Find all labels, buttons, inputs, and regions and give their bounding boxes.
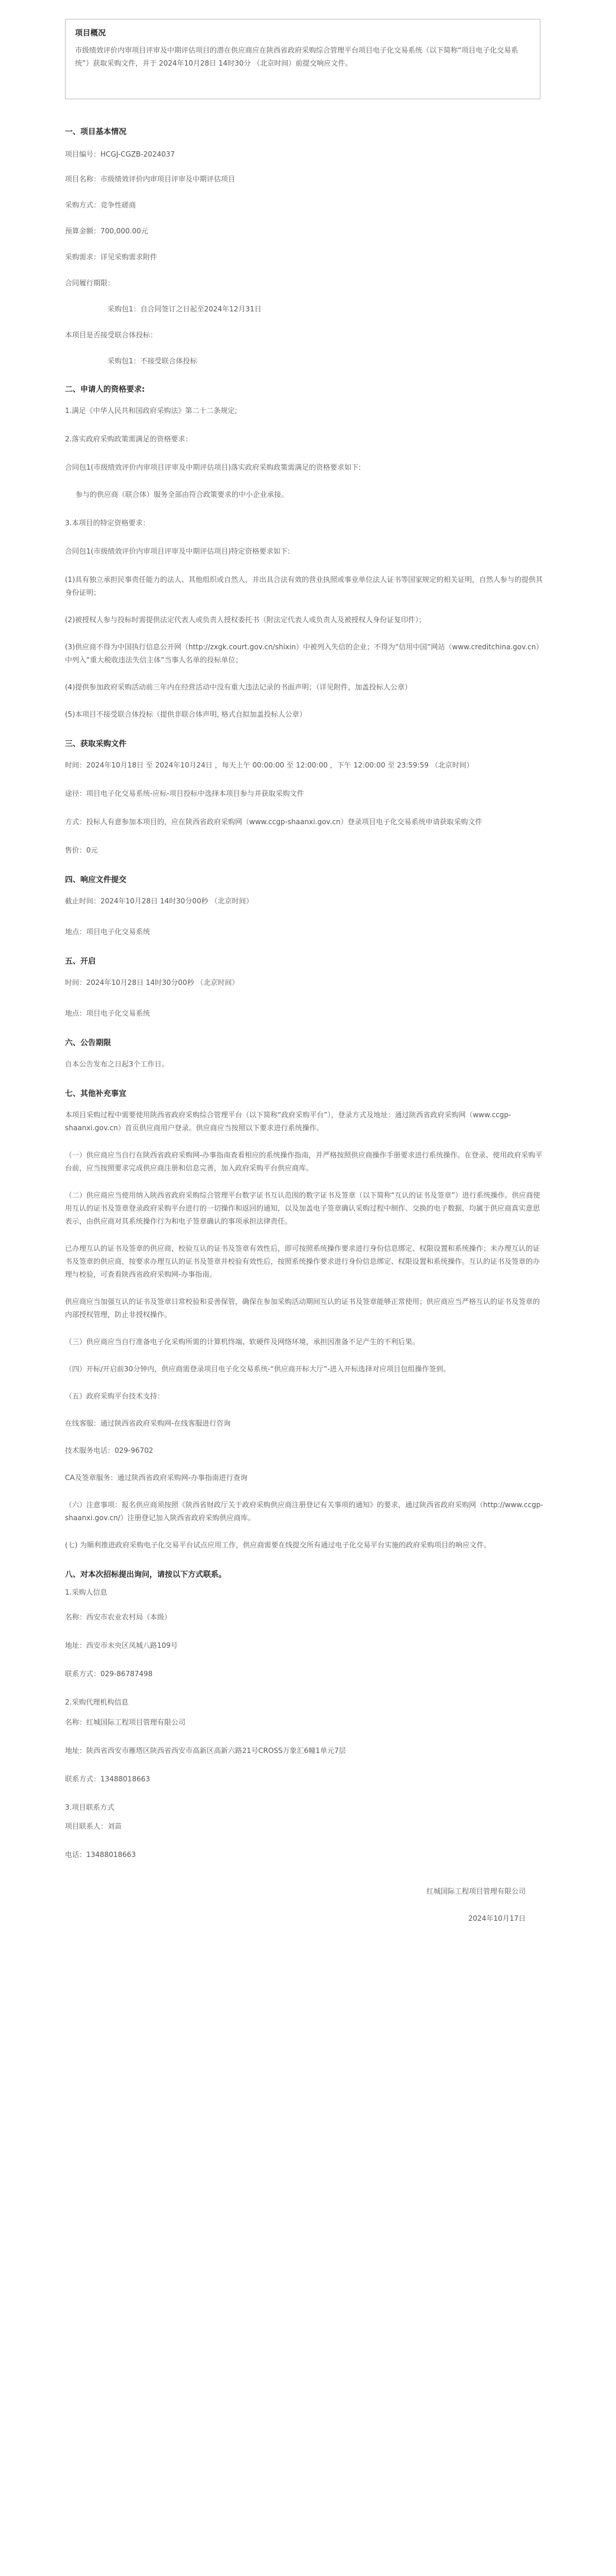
purchaser-name: 名称：西安市农业农村局（本级） xyxy=(65,1613,172,1621)
overview-title: 项目概况 xyxy=(75,29,106,38)
acquire-method: 方式：投标人有意参加本项目的，应在陕西省政府采购网（www.ccgp-shaanxi.gov.cn）登录项目电子化交易系统申请获取采购文件 xyxy=(65,818,483,826)
requirement-3-detail: 合同包1(市级绩效评价内审项目评审及中期评估项目)特定资格要求如下: xyxy=(65,547,291,555)
qualification-5: (5)本项目不接受联合体投标（提供非联合体声明, 格式自拟加盖投标人公章） xyxy=(65,710,307,718)
opening-time: 时间：2024年10月28日 14时30分00秒 （北京时间） xyxy=(65,978,239,987)
acquire-time: 时间：2024年10月18日 至 2024年10月24日 ，每天上午 00:00:00 至 12:00:00 ，下午 12:00:00 至 23:59:59 （北京时间） xyxy=(65,761,474,769)
section-4-title: 四、响应文件提交 xyxy=(65,876,127,884)
contact-person: 项目联系人：刘苗 xyxy=(65,1822,122,1830)
requirement-1: 1.满足《中华人民共和国政府采购法》第二十二条规定; xyxy=(65,406,237,415)
qualification-4: (4)提供参加政府采购活动前三年内在经营活动中没有重大违法记录的书面声明；（详见附件，加盖投标人公章） xyxy=(65,683,412,691)
project-code: 项目编号：HCGJ-CGZB-2024037 xyxy=(65,150,175,158)
requirement-2-sme: 参与的供应商（联合体）服务全部由符合政策要求的中小企业承接。 xyxy=(76,490,289,499)
footer-company: 红城国际工程项目管理有限公司 xyxy=(426,1887,526,1895)
consortium-item: 采购包1：不接受联合体投标 xyxy=(107,357,197,365)
project-overview-box xyxy=(65,19,540,99)
purchaser-address: 地址：西安市未央区凤城八路109号 xyxy=(65,1641,178,1650)
contact-title: 3.项目联系方式 xyxy=(65,1803,115,1811)
announcement-body xyxy=(65,126,543,1925)
agency-address: 地址：陕西省西安市雁塔区陕西省西安市高新区高新六路21号CROSS万象汇6幢1单元7层 xyxy=(65,1746,346,1755)
opening-place: 地点：项目电子化交易系统 xyxy=(65,1009,151,1017)
supplement-2: （二）供应商应当使用纳入陕西省政府采购综合管理平台数字证书互认范围的数字证书及签章（以下简称“互认的证书及签章”）进行系统操作。供应商使用互认的证书及签章登录政府采购平台进行的一切操作和返回的通知，以及加盖电子签章确认采购过程中制作、交换的电子数据，均属于供应商真实意思表示，由供应商对其系统操作行为和电子签章确认的事项承担法律责任。 xyxy=(65,1191,540,1225)
section-2-title: 二、申请人的资格要求: xyxy=(65,385,145,394)
supplement-5: （五）政府采购平台技术支持： xyxy=(65,1392,165,1400)
purchaser-phone: 联系方式：029-86787498 xyxy=(65,1670,153,1678)
supplement-intro: 本项目采购过程中需要使用陕西省政府采购综合管理平台（以下简称“政府采购平台”），登录方式及地址：通过陕西省政府采购网（www.ccgp-shaanxi.gov.cn）首页供应商用户登录。供应商应当按照以下要求进行系统操作。 xyxy=(65,1111,511,1132)
contact-phone: 电话：13488018663 xyxy=(65,1850,136,1859)
section-3-title: 三、获取采购文件 xyxy=(65,740,127,749)
online-service: 在线客服：通过陕西省政府采购网-在线客服进行咨询 xyxy=(65,1419,231,1427)
requirement-2-detail: 合同包1(市级绩效评价内审项目评审及中期评估项目)落实政府采购政策需满足的资格要求如下: xyxy=(65,463,361,471)
project-name: 项目名称：市级绩效评价内审项目评审及中期评估项目 xyxy=(65,175,236,183)
section-6-title: 六、公告期限 xyxy=(65,1039,112,1048)
tech-phone: 技术服务电话：029-96702 xyxy=(65,1446,154,1455)
overview-text: 市级绩效评价内审项目评审及中期评估项目的潜在供应商应在陕西省政府采购综合管理平台项目电子化交易系统（以下简称“项目电子化交易系统”）获取采购文件，并于 2024年10月28日 14时30分 （北京时间）前提交响应文件。 xyxy=(75,46,519,67)
qualification-1: (1)具有独立承担民事责任能力的法人、其他组织或自然人，并出具合法有效的营业执照或事业单位法人证书等国家规定的相关证明，自然人参与的提供其身份证明； xyxy=(65,575,543,597)
contract-term-label: 合同履行期限： xyxy=(65,279,115,287)
acquire-way: 途径：项目电子化交易系统-应标-项目投标中选择本项目参与并获取采购文件 xyxy=(65,789,304,798)
requirement-2: 2.落实政府采购政策需满足的资格要求： xyxy=(65,435,193,443)
contract-term-item: 采购包1：自合同签订之日起至2024年12月31日 xyxy=(107,305,262,313)
agency-phone: 联系方式：13488018663 xyxy=(65,1775,150,1783)
budget-amount: 预算金额：700,000.00元 xyxy=(65,227,148,235)
section-1-title: 一、项目基本情况 xyxy=(65,128,127,136)
notice-period: 自本公告发布之日起3个工作日。 xyxy=(65,1060,169,1068)
footer-date: 2024年10月17日 xyxy=(468,1914,526,1923)
requirement-3: 3.本项目的特定资格要求： xyxy=(65,519,150,527)
section-5-title: 五、开启 xyxy=(65,957,96,966)
procurement-need: 采购需求：详见采购需求附件 xyxy=(65,253,158,261)
agency-title: 2.采购代理机构信息 xyxy=(65,1698,129,1706)
ca-service: CA及签章服务：通过陕西省政府采购网-办事指南进行查询 xyxy=(65,1474,247,1482)
procurement-method: 采购方式：竞争性磋商 xyxy=(65,201,136,209)
supplement-3: （三）供应商应当自行准备电子化采购所需的计算机终端、软硬件及网络环境，承担因准备不足产生的不利后果。 xyxy=(65,1338,420,1346)
submit-place: 地点：项目电子化交易系统 xyxy=(65,928,151,936)
document-price: 售价：0元 xyxy=(65,846,98,854)
consortium-label: 本项目是否接受联合体投标： xyxy=(65,331,158,339)
supplement-7: (七) 为顺利推进政府采购电子化交易平台试点应用工作，供应商需要在线提交所有通过电子化交易平台实施的政府采购项目的响应文件。 xyxy=(65,1541,491,1549)
supplement-2-certificate: 已办理互认的证书及签章的供应商，校验互认的证书及签章有效性后，即可按照系统操作要求进行身份信息绑定、权限设置和系统操作；未办理互认的证书及签章的供应商，按要求办理互认的证书及签章并校验有效性后，按照系统操作要求进行身份信息绑定、权限设置和系统操作。互认的证书及签章的办理与校验，可查看陕西省政府采购网-办事指南。 xyxy=(65,1244,540,1279)
agency-name: 名称：红城国际工程项目管理有限公司 xyxy=(65,1718,186,1726)
section-7-title: 七、其他补充事宜 xyxy=(65,1089,127,1098)
supplement-1: （一）供应商应当自行在陕西省政府采购网-办事指南查看相应的系统操作指南，并严格按照供应商操作手册要求进行系统操作。在登录、使用政府采购平台前，应当按照要求完成供应商注册和信息完善，加入政府采购平台供应商库。 xyxy=(65,1151,543,1172)
qualification-2: (2)被授权人参与投标时需提供法定代表人或负责人授权委托书（附法定代表人或负责人及被授权人身份证复印件）； xyxy=(65,616,426,624)
supplement-4: （四）开标/开启前30分钟内，供应商需登录项目电子化交易系统-“供应商开标大厅”-进入开标选择对应项目包组操作签到。 xyxy=(65,1365,451,1373)
supplement-2-keeping: 供应商应当加强互认的证书及签章日常校验和妥善保管，确保在参加采购活动期间互认的证书及签章能够正常使用；供应商应当严格互认的证书及签章的内部授权管理，防止非授权操作。 xyxy=(65,1297,540,1319)
submit-deadline: 截止时间：2024年10月28日 14时30分00秒 （北京时间） xyxy=(65,897,253,905)
purchaser-title: 1.采购人信息 xyxy=(65,1588,107,1596)
section-8-title: 八、对本次招标提出询问，请按以下方式联系。 xyxy=(65,1570,227,1579)
qualification-3: (3)供应商不得为中国执行信息公开网（http://zxgk.court.gov.cn/shixin）中被列入失信的企业；不得为“信用中国”网站（www.creditchina.gov.cn）中列入“重大税收违法失信主体”当事人名单的投标单位； xyxy=(65,643,543,664)
supplement-6: （六）注意事项：报名供应商须按照《陕西省财政厅关于政府采购供应商注册登记有关事项的通知》的要求，通过陕西省政府采购网（http://www.ccgp-shaanxi.gov.cn/）注册登记加入陕西省政府采购供应商库。 xyxy=(65,1501,543,1522)
